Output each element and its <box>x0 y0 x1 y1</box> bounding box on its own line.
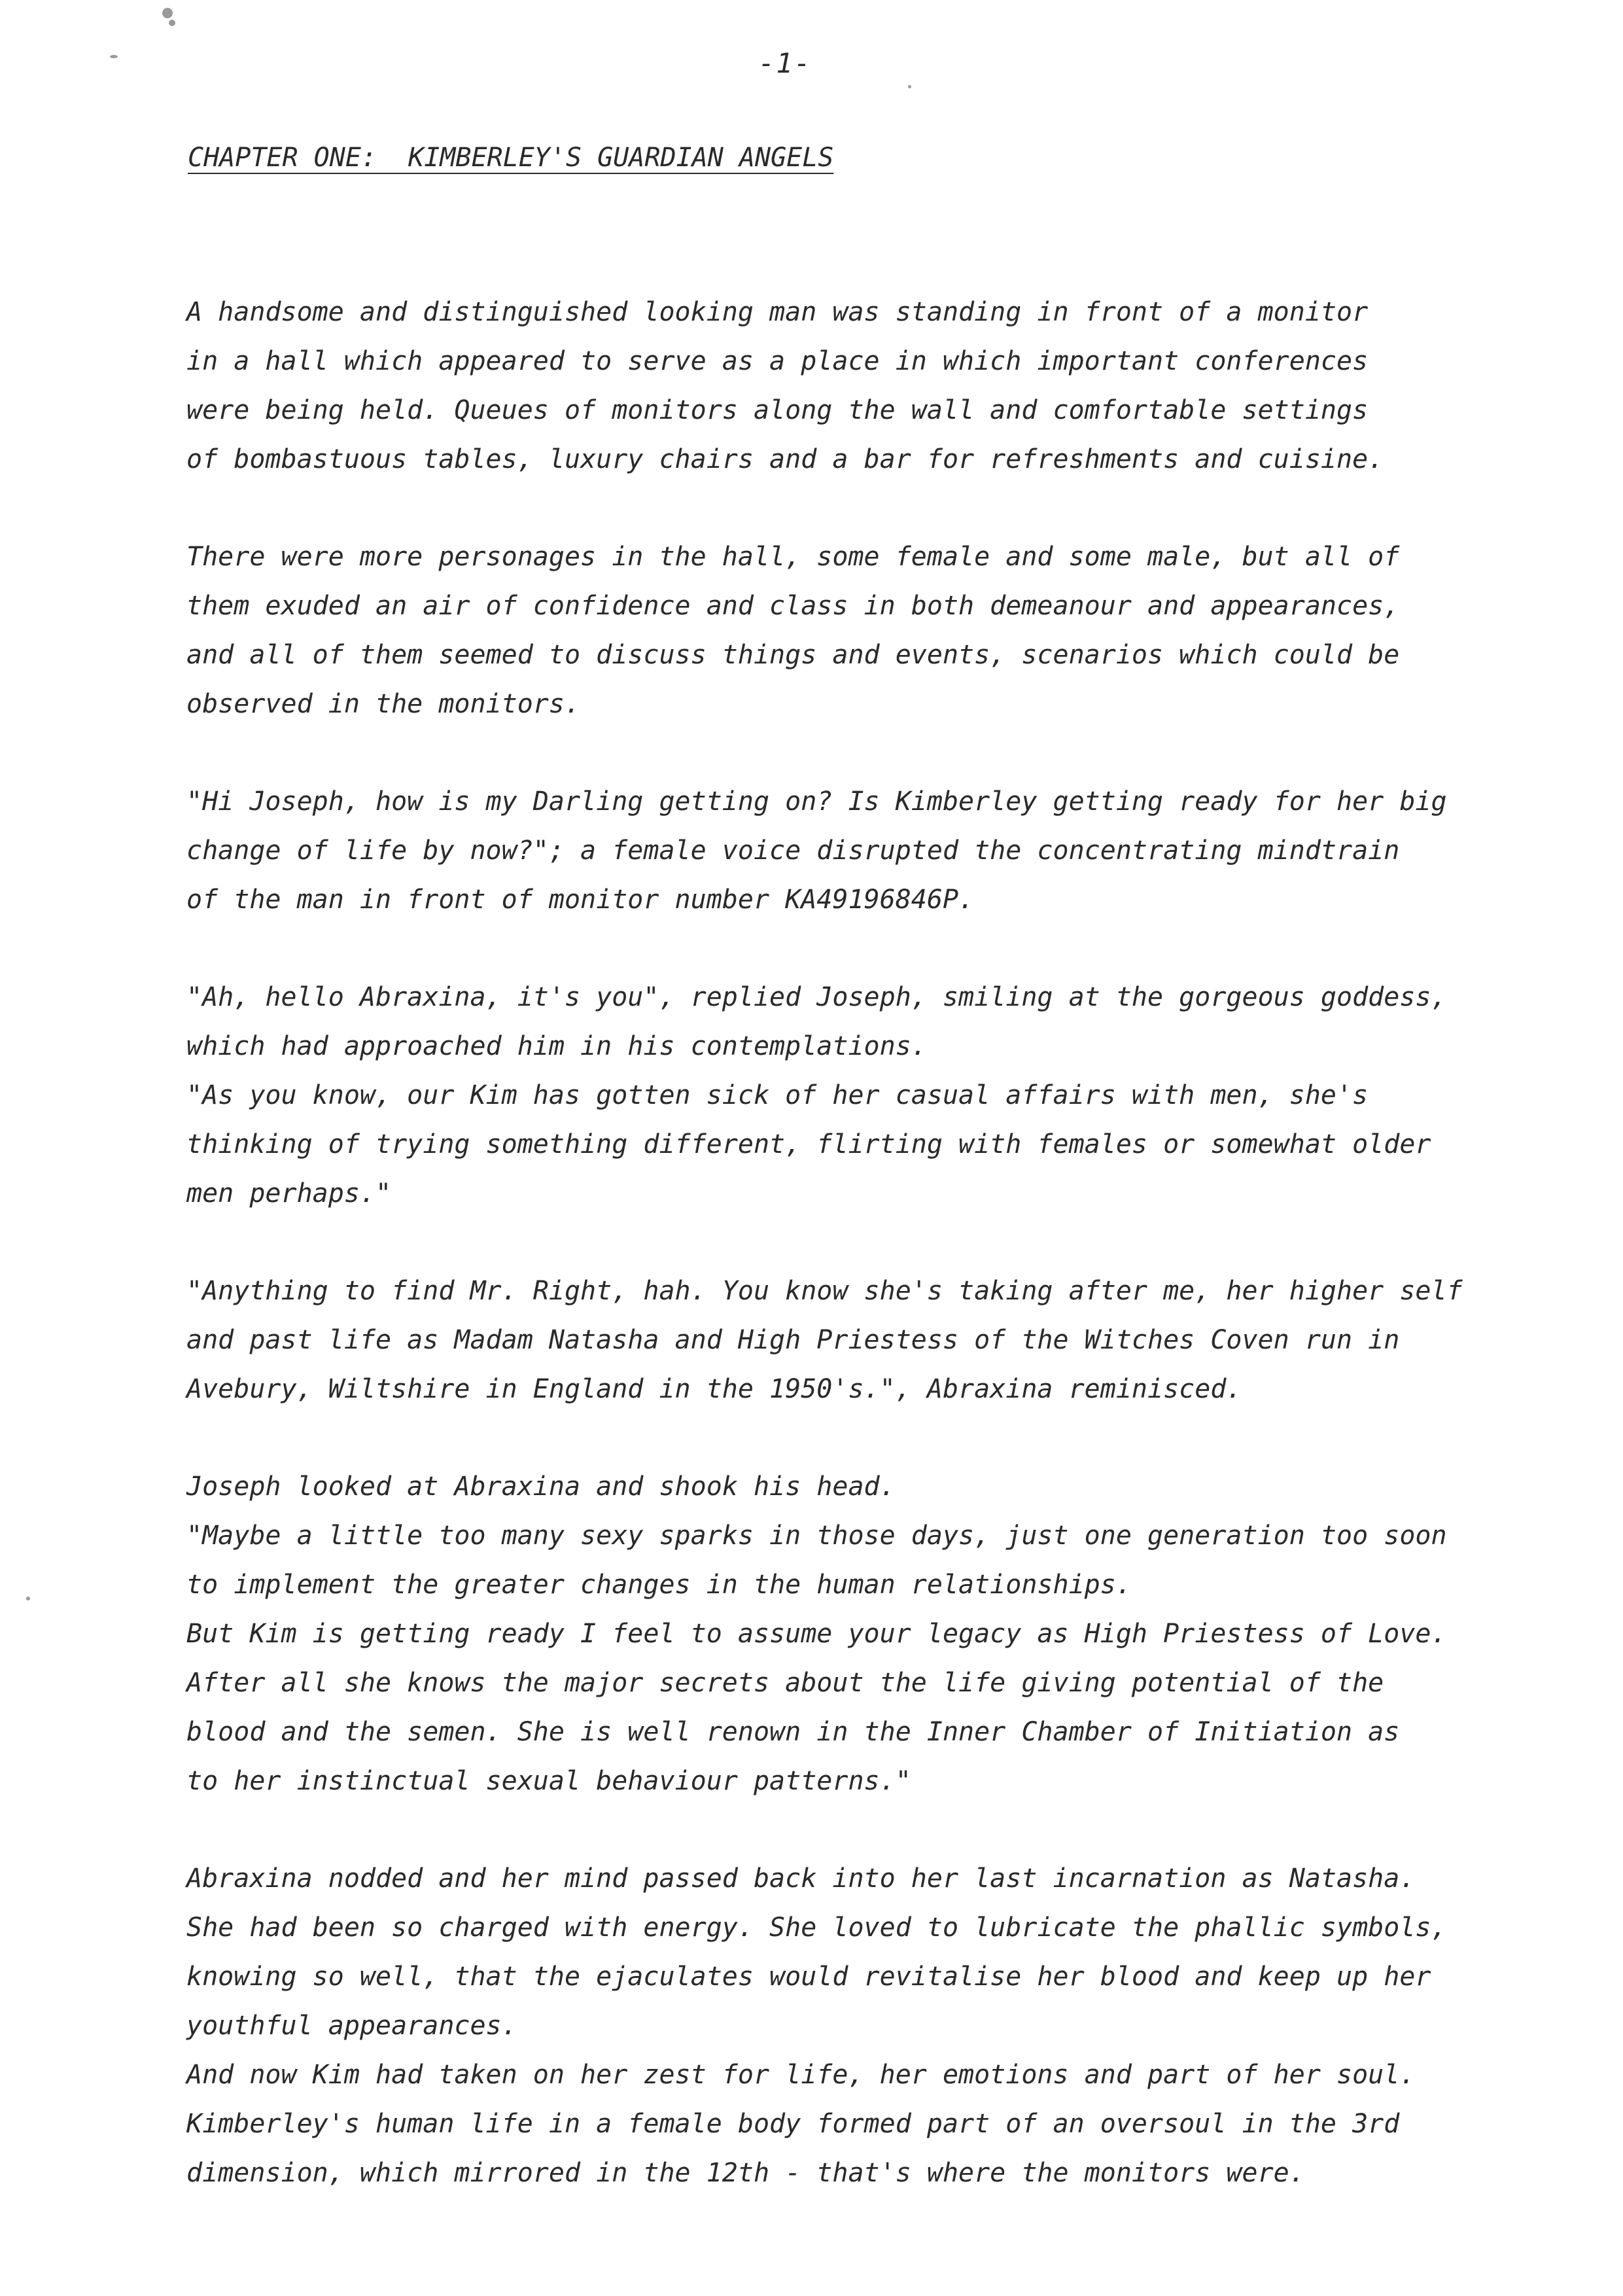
paragraph <box>186 1854 1534 2198</box>
text-line: in a hall which appeared to serve as a place in which important conferences <box>186 346 1369 376</box>
text-line: youthful appearances. <box>186 2011 517 2041</box>
text-line: and all of them seemed to discuss things and events, scenarios which could be <box>186 640 1400 670</box>
scan-speck <box>26 1597 30 1600</box>
scan-speck <box>908 85 911 88</box>
text-line: Kimberley's human life in a female body formed part of an oversoul in the 3rd <box>186 2109 1400 2139</box>
text-line: "As you know, our Kim has gotten sick of her casual affairs with men, she's <box>186 1080 1369 1110</box>
text-line: and past life as Madam Natasha and High Priestess of the Witches Coven run in <box>186 1325 1400 1355</box>
text-line: Joseph looked at Abraxina and shook his head. <box>186 1472 896 1502</box>
text-line: Avebury, Wiltshire in England in the 1950's.", Abraxina reminisced. <box>186 1374 1242 1404</box>
paragraph <box>186 777 1534 925</box>
scan-speck <box>162 8 173 18</box>
text-line: change of life by now?"; a female voice disrupted the concentrating mindtrain <box>186 836 1400 866</box>
text-line: of the man in front of monitor number KA49196846P. <box>186 885 975 915</box>
paragraph <box>186 1267 1534 1414</box>
text-line: them exuded an air of confidence and class in both demeanour and appearances, <box>186 591 1400 621</box>
text-line: There were more personages in the hall, some female and some male, but all of <box>186 542 1400 572</box>
text-line: Abraxina nodded and her mind passed back into her last incarnation as Natasha. <box>186 1863 1416 1894</box>
text-line: After all she knows the major secrets about the life giving potential of the <box>186 1668 1384 1698</box>
text-line: "Maybe a little too many sexy sparks in those days, just one generation too soon <box>186 1521 1447 1551</box>
paragraph <box>186 288 1534 484</box>
text-line: to implement the greater changes in the human relationships. <box>186 1570 1132 1600</box>
document-body <box>186 288 1534 2246</box>
chapter-title: CHAPTER ONE: KIMBERLEY'S GUARDIAN ANGELS <box>188 143 834 173</box>
text-line: blood and the semen. She is well renown in the Inner Chamber of Initiation as <box>186 1717 1400 1747</box>
text-line: dimension, which mirrored in the 12th - that's where the monitors were. <box>186 2158 1305 2188</box>
text-line: of bombastuous tables, luxury chairs and a bar for refreshments and cuisine. <box>186 444 1384 474</box>
text-line: "Ah, hello Abraxina, it's you", replied Joseph, smiling at the gorgeous goddess, <box>186 982 1447 1012</box>
text-line: which had approached him in his contemplations. <box>186 1031 927 1061</box>
text-line: to her instinctual sexual behaviour patterns." <box>186 1766 911 1796</box>
text-line: But Kim is getting ready I feel to assume your legacy as High Priestess of Love. <box>186 1619 1447 1649</box>
paragraph <box>186 1462 1534 1806</box>
text-line: thinking of trying something different, flirting with females or somewhat older <box>186 1129 1431 1159</box>
text-line: were being held. Queues of monitors along the wall and comfortable settings <box>186 395 1369 425</box>
text-line: observed in the monitors. <box>186 689 581 719</box>
text-line: "Anything to find Mr. Right, hah. You know she's taking after me, her higher self <box>186 1276 1463 1306</box>
page-number: -1- <box>758 47 812 79</box>
text-line: She had been so charged with energy. She loved to lubricate the phallic symbols, <box>186 1913 1447 1943</box>
scan-speck <box>169 20 175 26</box>
text-line: A handsome and distinguished looking man was standing in front of a monitor <box>186 297 1369 327</box>
text-line: knowing so well, that the ejaculates would revitalise her blood and keep up her <box>186 1962 1431 1992</box>
text-line: And now Kim had taken on her zest for life, her emotions and part of her soul. <box>186 2060 1416 2090</box>
text-line: "Hi Joseph, how is my Darling getting on? Is Kimberley getting ready for her big <box>186 786 1447 817</box>
paragraph <box>186 973 1534 1218</box>
text-line: men perhaps." <box>186 1178 392 1209</box>
paragraph <box>186 533 1534 729</box>
